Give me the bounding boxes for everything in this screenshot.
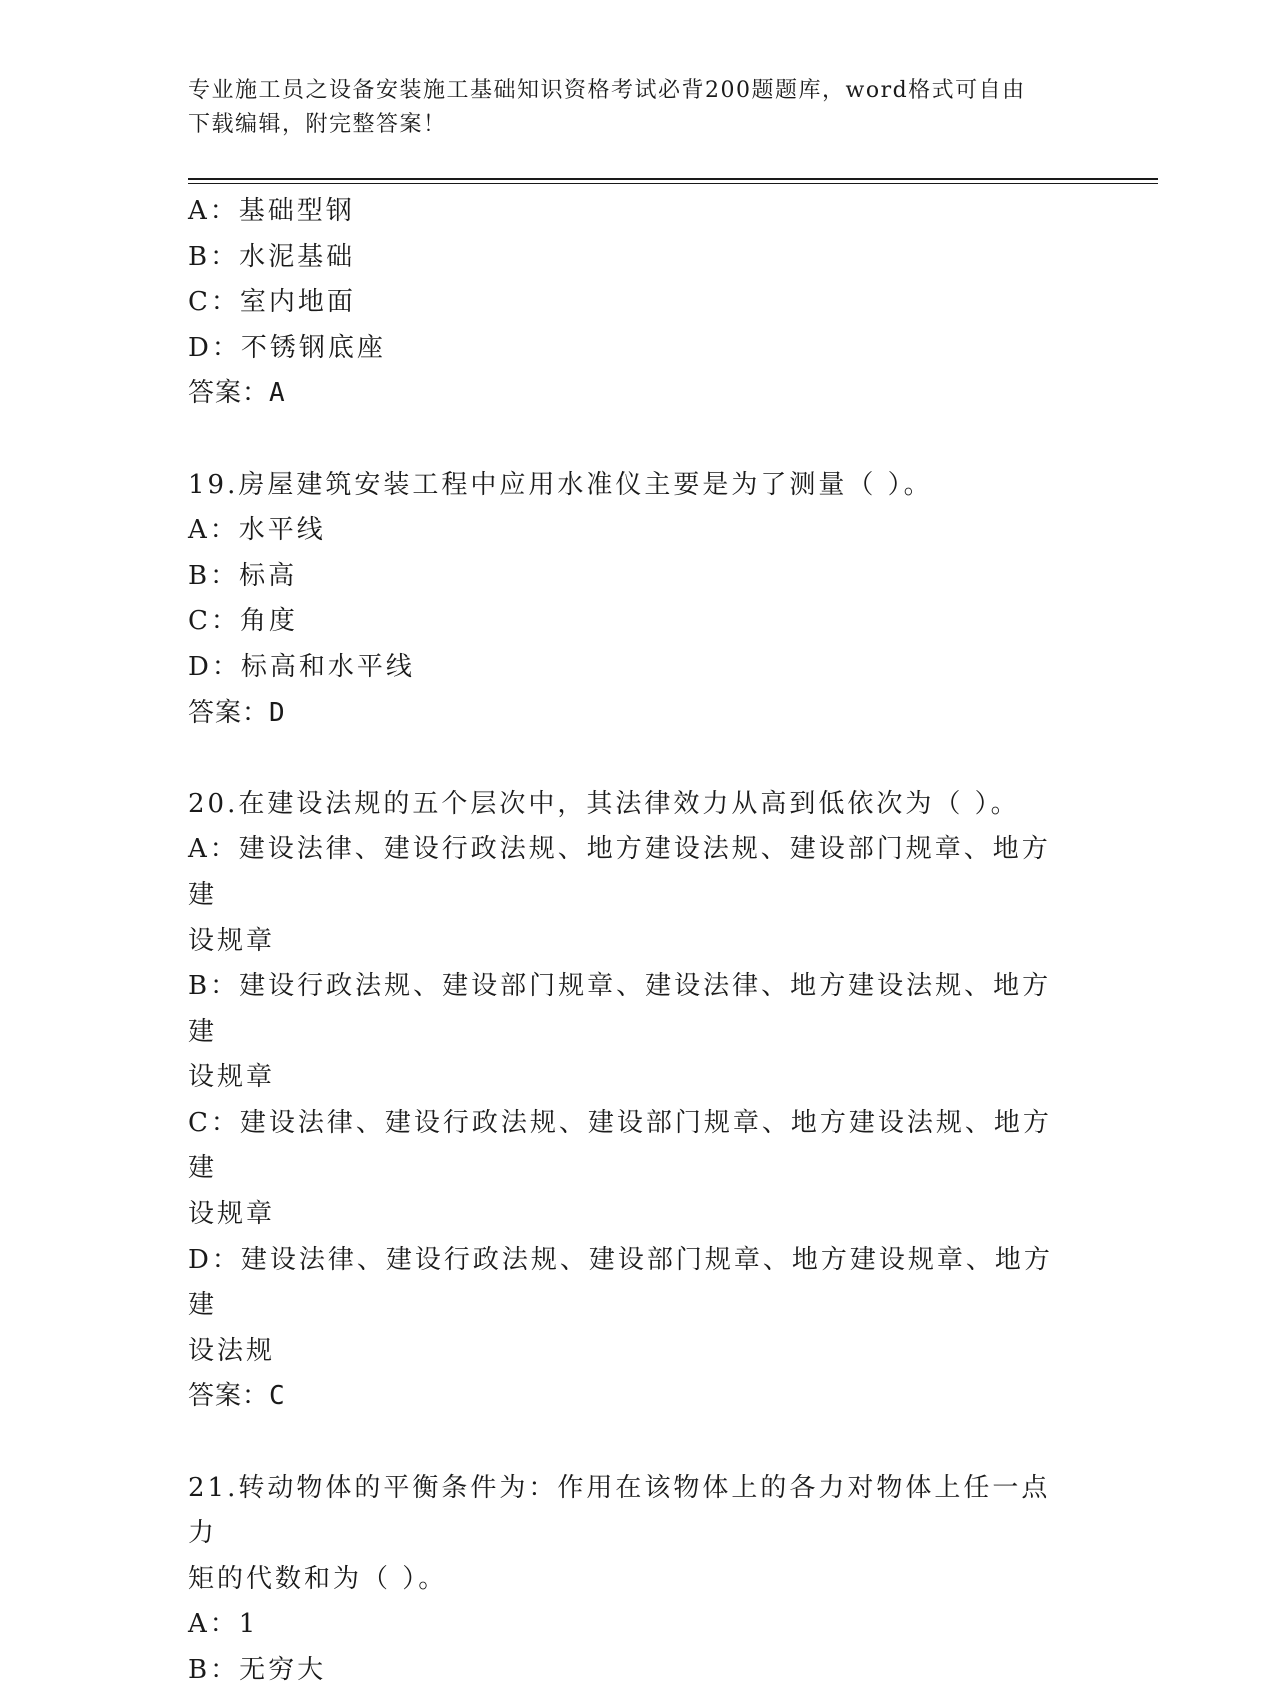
answer-line — [188, 1374, 1078, 1420]
option-c-line-1: C：建设法律、建设行政法规、建设部门规章、地方建设法规、地方建 — [188, 1107, 1052, 1184]
option-b: B：水泥基础 — [188, 241, 356, 272]
option-a-line-2: 设规章 — [188, 925, 276, 956]
option-d-line-2: 设法规 — [188, 1335, 276, 1366]
answer-line — [188, 691, 1078, 737]
document-page — [188, 0, 1158, 1685]
question-text-line-1: 21.转动物体的平衡条件为：作用在该物体上的各力对物体上任一点力 — [188, 1472, 1051, 1549]
question-list — [188, 189, 1078, 1694]
option-a: A：1 — [188, 1609, 259, 1640]
option-a: A：基础型钢 — [188, 196, 355, 226]
header-line-2: 下载编辑，附完整答案！ — [188, 112, 447, 137]
question-text-line-2: 矩的代数和为（ ）。 — [188, 1563, 448, 1594]
option-b-line-2: 设规章 — [188, 1062, 276, 1093]
document-header — [188, 74, 1088, 142]
question-text: 20.在建设法规的五个层次中，其法律效力从高到低依次为（ ）。 — [188, 788, 1020, 819]
answer-label: 答案： — [188, 697, 270, 728]
option-d-line-1: D：建设法律、建设行政法规、建设部门规章、地方建设规章、地方建 — [188, 1244, 1053, 1321]
option-d: D：标高和水平线 — [188, 651, 415, 682]
spacer — [188, 417, 1078, 463]
question-text: 19.房屋建筑安装工程中应用水准仪主要是为了测量（ ）。 — [188, 469, 933, 500]
header-divider-thin — [188, 183, 1158, 184]
spacer — [188, 736, 1078, 782]
option-d: D：不锈钢底座 — [188, 332, 386, 363]
option-a-line-1: A：建设法律、建设行政法规、地方建设法规、建设部门规章、地方建 — [188, 834, 1051, 910]
answer-line — [188, 371, 1078, 417]
answer-value: D — [269, 697, 286, 728]
option-b: B：标高 — [188, 560, 298, 591]
option-a: A：水平线 — [188, 515, 326, 546]
option-c: C：室内地面 — [188, 287, 356, 318]
answer-label: 答案： — [188, 378, 270, 409]
answer-value: A — [269, 378, 286, 409]
question-18 — [188, 189, 1078, 417]
header-divider-thick — [188, 178, 1158, 180]
question-19 — [188, 463, 1078, 737]
option-c: C：角度 — [188, 606, 298, 637]
option-c-line-2: 设规章 — [188, 1199, 276, 1230]
option-b: B：无穷大 — [188, 1655, 327, 1685]
option-b-line-1: B：建设行政法规、建设部门规章、建设法律、地方建设法规、地方建 — [188, 971, 1052, 1047]
answer-value: C — [269, 1381, 286, 1412]
spacer — [188, 1420, 1078, 1466]
question-20 — [188, 782, 1078, 1420]
answer-label: 答案： — [188, 1381, 270, 1412]
header-line-1: 专业施工员之设备安装施工基础知识资格考试必背200题题库，word格式可自由 — [188, 78, 1026, 103]
question-21 — [188, 1466, 1078, 1694]
